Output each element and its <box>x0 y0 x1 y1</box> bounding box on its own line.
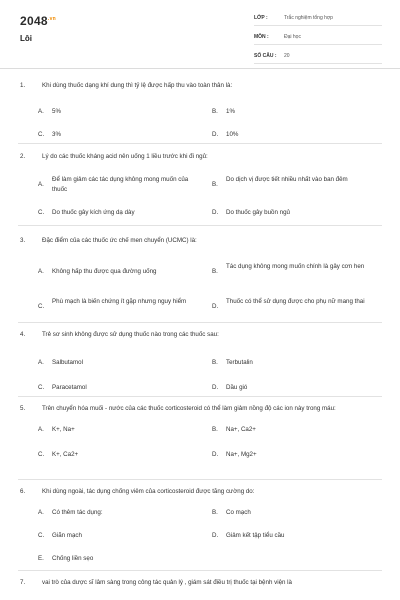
option-b[interactable]: B. 1% <box>212 108 235 115</box>
site-logo[interactable]: $2048^{.vn}$ <box>20 14 57 28</box>
option-c[interactable]: C. Do thuốc gây kích ứng dạ dày <box>38 209 135 216</box>
option-a[interactable]: A. 5% <box>38 108 61 115</box>
info-value: 20 <box>284 53 290 59</box>
option-d[interactable]: D. Na+, Mg2+ <box>212 451 257 458</box>
question-text <box>20 151 382 162</box>
option-c[interactable]: C. Phù mạch là biến chứng ít gặp nhưng nguy hiểm <box>38 298 187 310</box>
info-row-count <box>254 49 382 64</box>
question-text <box>20 403 382 414</box>
option-b[interactable]: B. Tác dụng không mong muốn chính là gây cơn hen <box>212 263 365 275</box>
question-body: Khi dùng thuốc dạng khí dung thì tỷ lệ được hấp thu vào toàn thân là: <box>42 82 233 89</box>
divider <box>18 322 382 323</box>
question-text <box>20 80 382 91</box>
page-title: Lôi <box>20 34 32 43</box>
question-body: Khi dùng ngoài, tác dụng chống viêm của corticosteroid được tăng cường do: <box>42 488 255 495</box>
divider <box>18 396 382 397</box>
option-d[interactable]: D. Do thuốc gây buồn ngủ <box>212 209 290 216</box>
question-body: Trên chuyển hóa muối - nước của các thuốc corticosteroid có thể làm giảm nồng độ các ion này trong máu: <box>42 405 336 412</box>
question-number: 5. <box>20 405 26 412</box>
question-number: 2. <box>20 153 26 160</box>
divider <box>18 479 382 480</box>
option-b[interactable]: B. Na+, Ca2+ <box>212 426 256 433</box>
question-body: Trẻ sơ sinh không được sử dụng thuốc nào trong các thuốc sau: <box>42 331 219 338</box>
question-number: 3. <box>20 237 26 244</box>
divider <box>18 225 382 226</box>
option-b[interactable]: B. Co mạch <box>212 509 251 516</box>
option-b[interactable]: B. Terbutalin <box>212 359 253 366</box>
question-5 <box>20 403 382 458</box>
question-number: 4. <box>20 331 26 338</box>
option-c[interactable]: C. Paracetamol <box>38 384 87 391</box>
info-row-class <box>254 11 382 26</box>
option-c[interactable]: C. 3% <box>38 131 61 138</box>
question-number: 1. <box>20 82 26 89</box>
info-label: MÔN : <box>254 34 269 40</box>
option-d[interactable]: D. 10% <box>212 131 239 138</box>
option-a[interactable]: A. K+, Na+ <box>38 426 75 433</box>
option-d[interactable]: D. Dầu gió <box>212 384 248 391</box>
info-label: SỐ CÂU : <box>254 53 277 59</box>
question-7 <box>20 577 382 588</box>
question-text <box>20 329 382 340</box>
info-value: Trắc nghiệm tổng hợp <box>284 15 333 21</box>
question-number: 7. <box>20 579 26 586</box>
info-row-subject <box>254 30 382 45</box>
option-d[interactable]: D. Giảm kết tập tiểu cầu <box>212 532 285 539</box>
question-4 <box>20 329 382 391</box>
divider <box>18 570 382 571</box>
question-6 <box>20 486 382 562</box>
question-2 <box>20 151 382 216</box>
question-body: vai trò của dược sĩ lâm sàng trong công tác quản lý , giám sát điều trị thuốc tại bệnh viện là <box>42 579 292 586</box>
quiz-info <box>254 11 382 68</box>
option-a[interactable]: A. Không hấp thu được qua đường uống <box>38 268 157 275</box>
option-e[interactable]: E. Chống liền sẹo <box>38 555 94 562</box>
option-a[interactable]: A. Salbutamol <box>38 359 83 366</box>
question-3 <box>20 235 382 310</box>
page-header <box>0 0 400 69</box>
option-b[interactable]: B. Do dịch vị được tiết nhiều nhất vào ban đêm <box>212 176 348 188</box>
question-body: Đặc điểm của các thuốc ức chế men chuyển (UCMC) là: <box>42 237 197 244</box>
option-c[interactable]: C. Giãn mạch <box>38 532 82 539</box>
option-d[interactable]: D. Thuốc có thể sử dụng được cho phụ nữ mang thai <box>212 298 365 310</box>
question-text <box>20 577 382 588</box>
question-text <box>20 235 382 246</box>
info-label: LỚP : <box>254 15 268 21</box>
divider <box>18 143 382 144</box>
option-c[interactable]: C. K+, Ca2+ <box>38 451 79 458</box>
question-number: 6. <box>20 488 26 495</box>
question-text <box>20 486 382 497</box>
question-body: Lý do các thuốc kháng acid nên uống 1 liều trước khi đi ngủ: <box>42 153 208 160</box>
info-value: Đại học <box>284 34 301 40</box>
question-1 <box>20 80 382 138</box>
option-a[interactable]: A. Có thêm tác dụng: <box>38 509 103 516</box>
option-a[interactable]: A. Để làm giảm các tác dụng không mong muốn của thuốc <box>38 176 189 193</box>
